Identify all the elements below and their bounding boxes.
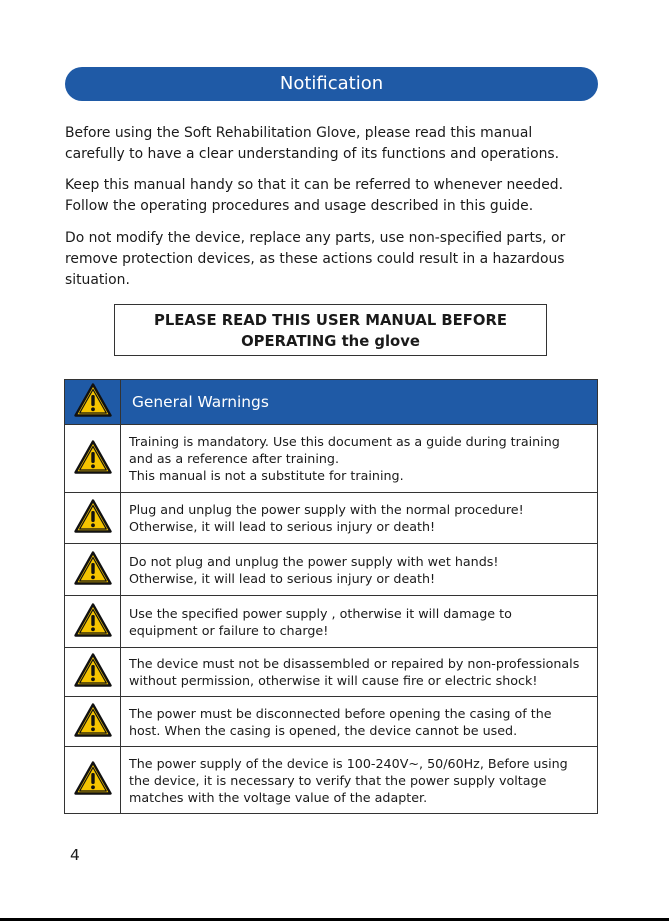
warning-text: The device must not be disassembled or repaired by non-professionals without permission, otherwise it will cause fire or electric shock! bbox=[121, 648, 598, 697]
warning-text: Use the specified power supply , otherwise it will damage to equipment or failure to charge! bbox=[121, 596, 598, 648]
header-icon-cell bbox=[65, 380, 121, 425]
warning-row bbox=[65, 425, 598, 493]
warning-triangle-icon bbox=[74, 703, 112, 741]
intro-paragraph-3: Do not modify the device, replace any parts, use non-specified parts, or remove protection devices, as these actions could result in a hazardous situation. bbox=[65, 230, 566, 288]
warning-text: The power supply of the device is 100-240V~, 50/60Hz, Before using the device, it is necessary to verify that the power supply voltage matches with the voltage value of the adapter. bbox=[121, 747, 598, 814]
warning-row bbox=[65, 648, 598, 697]
page-number: 4 bbox=[70, 846, 80, 864]
warning-row bbox=[65, 697, 598, 747]
warnings-table bbox=[64, 379, 598, 814]
notice-line-1: PLEASE READ THIS USER MANUAL BEFORE bbox=[154, 312, 507, 329]
intro-paragraph-1: Before using the Soft Rehabilitation Glove, please read this manual carefully to have a clear understanding of its functions and operations. bbox=[65, 125, 560, 162]
warning-triangle-icon bbox=[74, 761, 112, 799]
warning-row bbox=[65, 493, 598, 544]
warning-row bbox=[65, 596, 598, 648]
warning-triangle-icon bbox=[74, 440, 112, 478]
warning-row bbox=[65, 544, 598, 596]
notification-banner bbox=[65, 67, 598, 101]
warnings-header-row bbox=[65, 380, 598, 425]
warning-text: Do not plug and unplug the power supply with wet hands! Otherwise, it will lead to serious injury or death! bbox=[121, 544, 598, 596]
warning-row bbox=[65, 747, 598, 814]
warning-text: Plug and unplug the power supply with the normal procedure! Otherwise, it will lead to serious injury or death! bbox=[121, 493, 598, 544]
intro-paragraph-2: Keep this manual handy so that it can be referred to whenever needed. Follow the operating procedures and usage described in this guide. bbox=[65, 177, 563, 214]
warning-triangle-icon bbox=[74, 551, 112, 589]
read-manual-notice bbox=[114, 304, 547, 356]
warning-triangle-icon bbox=[74, 383, 112, 421]
warning-triangle-icon bbox=[74, 653, 112, 691]
page-title: Notification bbox=[279, 73, 384, 94]
notice-line-2: OPERATING the glove bbox=[241, 333, 420, 350]
warning-text: The power must be disconnected before opening the casing of the host. When the casing is opened, the device cannot be used. bbox=[121, 697, 598, 747]
warning-text: Training is mandatory. Use this document as a guide during training and as a reference after training. This manual is not a substitute for training. bbox=[121, 425, 598, 493]
warnings-title: General Warnings bbox=[121, 380, 598, 425]
warning-triangle-icon bbox=[74, 499, 112, 537]
warning-triangle-icon bbox=[74, 603, 112, 641]
